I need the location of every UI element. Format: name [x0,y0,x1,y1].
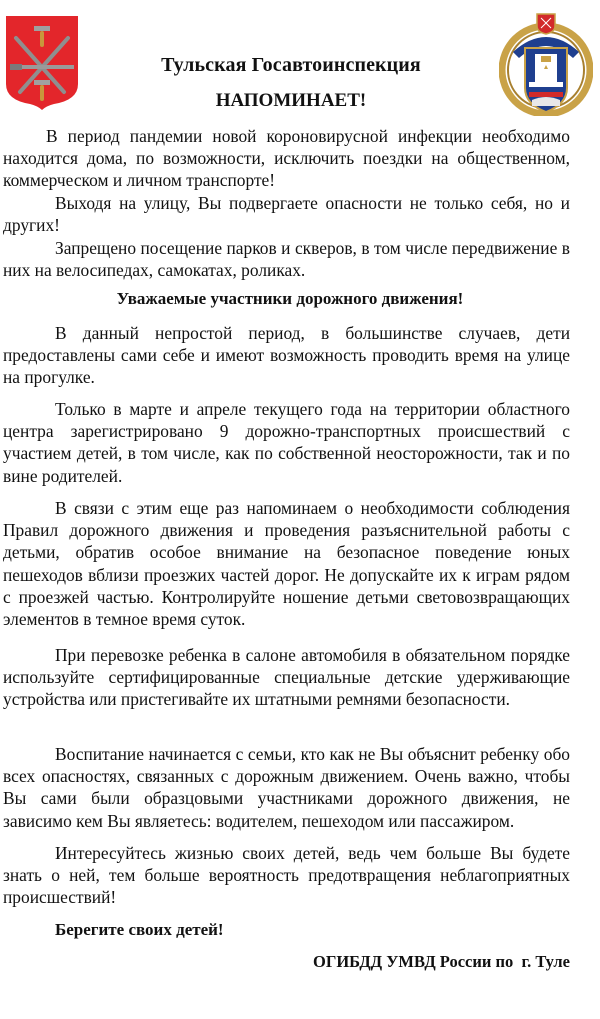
appeal-heading: Уважаемые участники дорожного движения! [116,289,464,308]
appeal-paragraph-2: Только в марте и апреле текущего года на территории областного центра зарегистрировано 9 дорожно-транспортных происшествий с участием детей, в том числе, как по собственной неосторожности, так и по вине родителей. [3,399,570,486]
signature: ОГИБДД УМВД России по г. Туле [312,952,570,971]
appeal-paragraph-6: Интересуйтесь жизнью своих детей, ведь чем больше Вы будете знать о ней, тем больше вероятность предотвращения неблагоприятных происшествий! [3,843,570,908]
gibdd-tula-badge-icon [499,12,593,116]
appeal-paragraph-3: В связи с этим еще раз напоминаем о необходимости соблюдения Правил дорожного движения и проведения разъяснительной работы с детьми, обратив особое внимание на безопасное поведение юных пешеходов вблизи проезжих частей дорог. Не допускайте их к играм рядом с проезжей частью. Контролируйте ношение детьми световозвращающих элементов в темное время суток. [3,498,570,630]
appeal-paragraph-1: В данный непростой период, в большинстве случаев, дети предоставлены сами себе и имеют возможность проводить время на улице на прогулке. [3,323,570,388]
closing-line: Берегите своих детей! [55,920,224,939]
page-title: Тульская Госавтоинспекция [161,54,421,76]
intro-paragraph-2: Выходя на улицу, Вы подвергаете опасности не только себя, но и других! [3,193,570,236]
intro-paragraph-1: В период пандемии новой короновирусной инфекции необходимо находится дома, по возможности, исключить поездки на общественном, коммерческом и личном транспорте! [3,126,570,191]
intro-paragraph-3: Запрещено посещение парков и скверов, в том числе передвижение в них на велосипедах, самокатах, роликах. [3,238,570,281]
page-subtitle: НАПОМИНАЕТ! [215,90,367,111]
appeal-paragraph-4: При перевозке ребенка в салоне автомобиля в обязательном порядке используйте сертифицированные специальные детские удерживающие устройства или пристегивайте их штатными ремнями безопасности. [3,645,570,710]
appeal-paragraph-5: Воспитание начинается с семьи, кто как не Вы объяснит ребенку обо всех опасностях, связанных с дорожным движением. Очень важно, чтобы Вы сами были образцовыми участниками дорожного движения, не зависимо кем Вы являетесь: водителем, пешеходом или пассажиром. [3,744,570,831]
